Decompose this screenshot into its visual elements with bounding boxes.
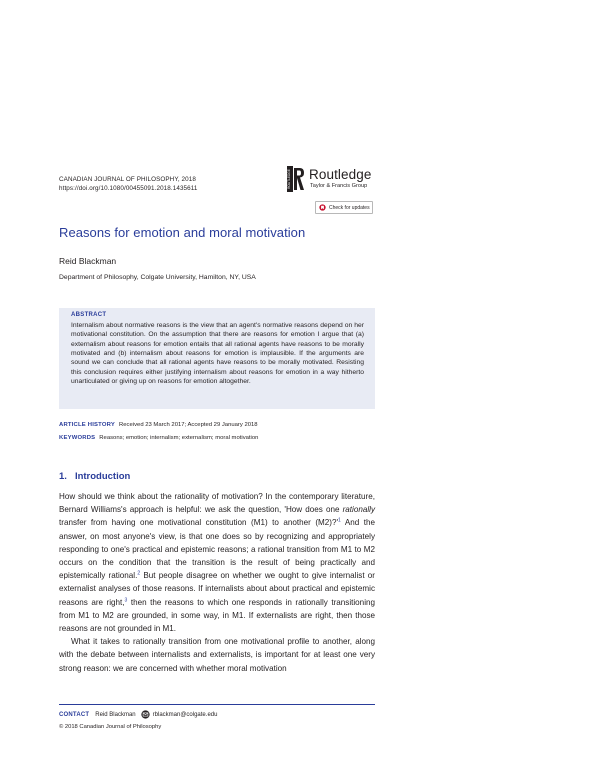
article-title: Reasons for emotion and moral motivation: [59, 225, 306, 240]
footnote-ref-1[interactable]: 1: [338, 517, 341, 524]
paragraph-text: But people disagree on whether we ought to give internalist or externalist analyses of those reasons. If internalists about about practical and epistemic reasons are right,: [59, 571, 375, 607]
article-history: [59, 422, 258, 428]
paragraph-text: And the answer, on most anyone's view, is that one does so by recognizing and appropriately responding to one's practical and epistemic reasons; a rational transition from M1 to M2 occurs on the condition that the transition is the result of being practically and epistemically rational.: [59, 518, 375, 581]
keywords: [59, 435, 258, 441]
check-for-updates-button[interactable]: [315, 201, 373, 214]
contact-name: Reid Blackman: [95, 711, 136, 718]
contact-email-link[interactable]: rblackman@colgate.edu: [152, 711, 218, 718]
routledge-logo-icon: [287, 166, 305, 192]
journal-doi-link[interactable]: https://doi.org/10.1080/00455091.2018.1435611: [59, 185, 198, 192]
article-history-text: Received 23 March 2017; Accepted 29 January 2018: [119, 422, 258, 428]
section-title: Introduction: [74, 471, 131, 482]
keywords-text: Reasons; emotion; internalism; externalism; moral motivation: [99, 435, 259, 441]
body-text: [59, 490, 375, 675]
check-updates-icon: [319, 204, 326, 211]
section-number: 1.: [59, 471, 67, 482]
copyright: © 2018 Canadian Journal of Philosophy: [59, 724, 162, 730]
footnote-ref-3[interactable]: 3: [124, 596, 128, 603]
contact-line: [59, 710, 217, 719]
check-updates-label: Check for updates: [329, 204, 370, 211]
journal-header: [59, 175, 197, 193]
article-history-label: ARTICLE HISTORY: [59, 422, 116, 428]
paragraph: What it takes to rationally transition from one motivational profile to another, along with the debate between internalists and externalists, is important for at least one very strong reason: we are concerned with whether moral motivation: [59, 637, 375, 673]
footer-divider: [59, 704, 375, 705]
journal-name: CANADIAN JOURNAL OF PHILOSOPHY, 2018: [59, 176, 196, 183]
author-affiliation: Department of Philosophy, Colgate University, Hamilton, NY, USA: [59, 274, 256, 281]
section-heading: [59, 471, 130, 482]
publisher-name: Routledge: [309, 167, 372, 182]
abstract-label: ABSTRACT: [71, 312, 107, 318]
publisher-logo: [287, 166, 377, 192]
footnote-ref-2[interactable]: 2: [137, 570, 141, 577]
contact-label: CONTACT: [59, 711, 90, 718]
paragraph-text: transfer from having one motivational constitution (M1) to another (M2)?': [59, 518, 339, 528]
article-author[interactable]: Reid Blackman: [59, 256, 117, 266]
abstract-text: Internalism about normative reasons is the view that an agent's normative reasons depend on her motivational constitution. On the assumption that there are reasons for emotion I argue that (a) externalism about reasons for emotion entails that all rational agents have reasons to be morally motivated and (b) internalism about reasons for emotion is implausible. If the arguments are sound we can conclude that all rational agents have reasons to be morally motivated. Resisting this conclusion requires either justifying internalism about reasons for emotion in a way hitherto unarticulated or giving up on reasons for emotion altogether.: [71, 322, 364, 386]
paragraph-text: How should we think about the rationality of motivation? In the contemporary literature, Bernard Williams's approach is helpful: we ask the question, 'How does one: [59, 492, 375, 515]
paragraph: [59, 490, 375, 635]
paragraph-text: then the reasons to which one responds in rationally transitioning from M1 to M2 are grounded, in some way, in M1. If externalists are right, then those reasons are not grounded in M1.: [59, 597, 375, 634]
email-icon: [141, 710, 150, 719]
publisher-subtitle: Taylor & Francis Group: [310, 183, 368, 189]
keywords-label: KEYWORDS: [59, 435, 96, 441]
logo-side-text: ROUTLEDGE: [287, 169, 291, 189]
emphasis: rationally: [342, 505, 375, 515]
